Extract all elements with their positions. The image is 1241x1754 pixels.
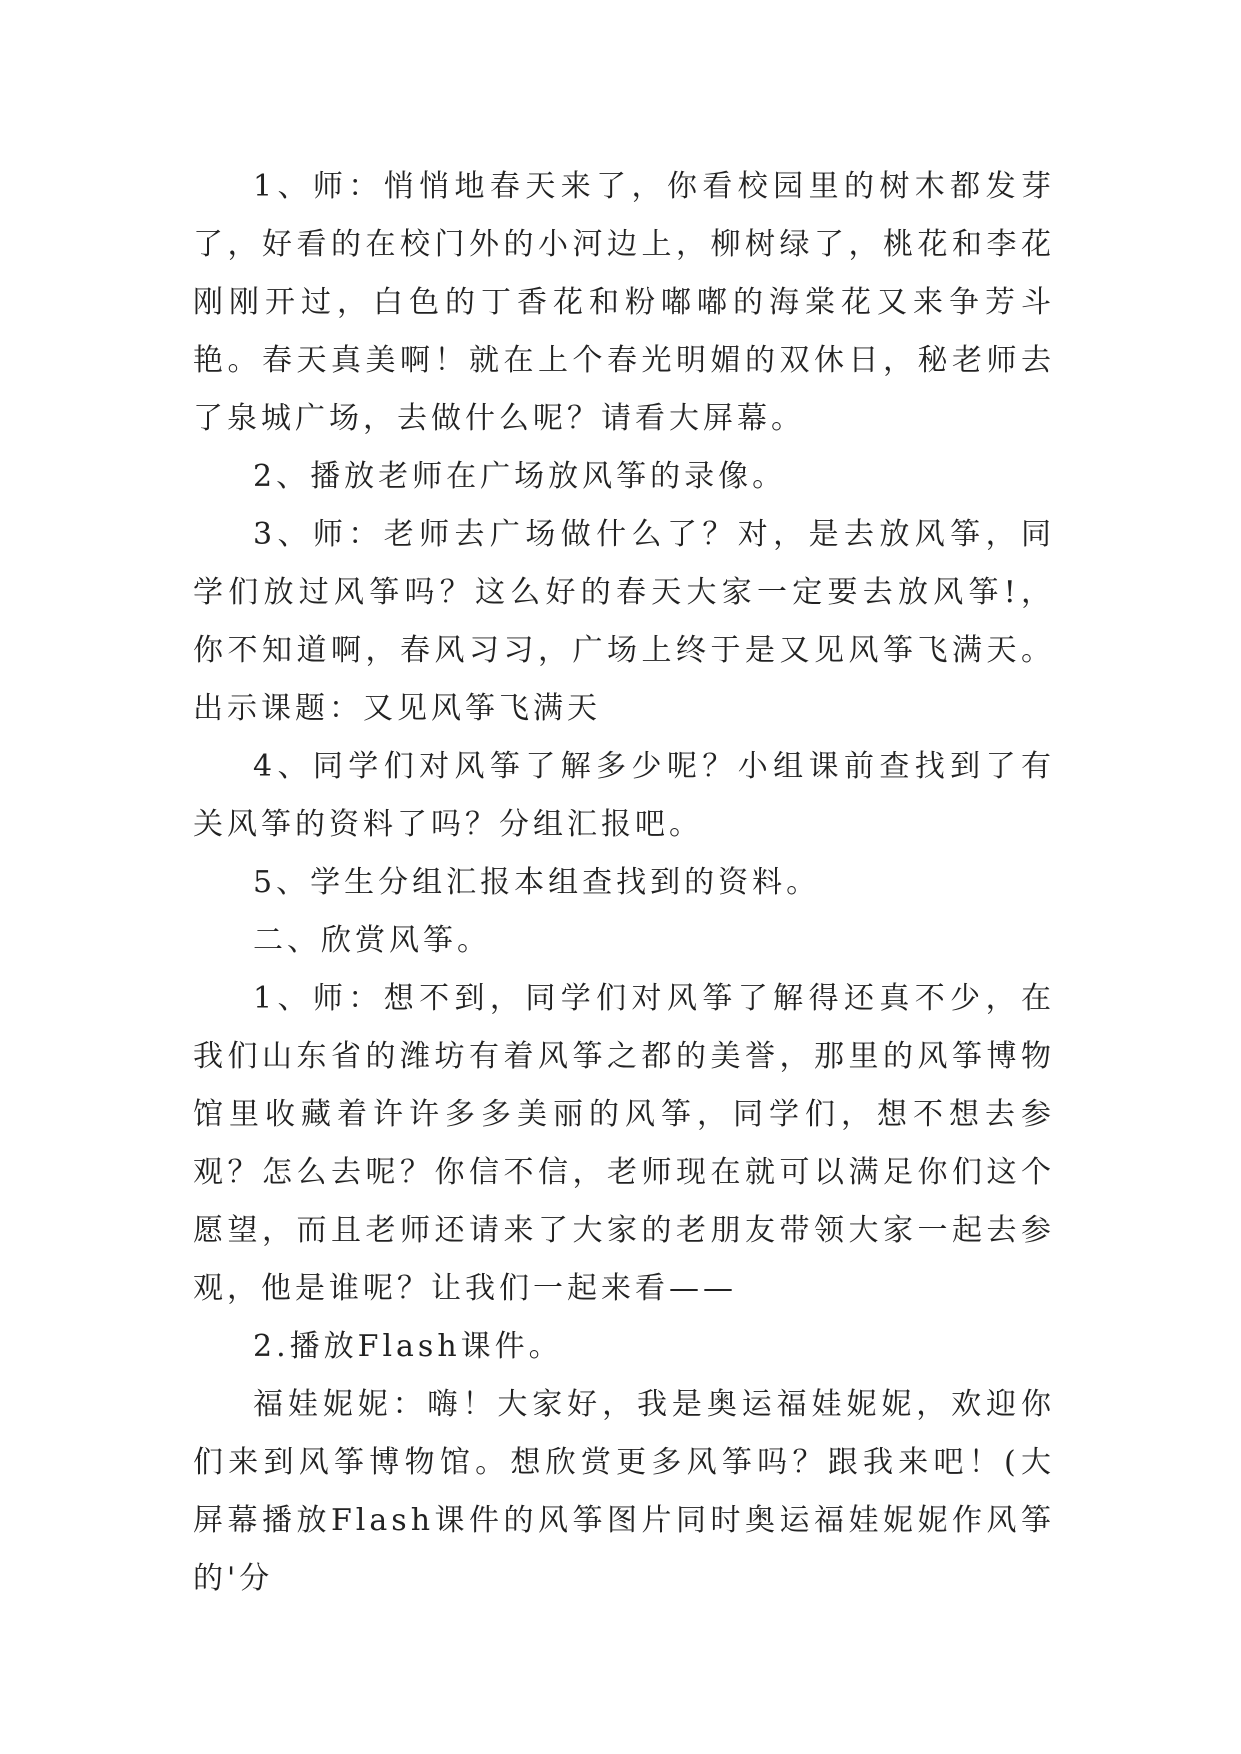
paragraph-3: 3、师：老师去广场做什么了？对，是去放风筝，同学们放过风筝吗？这么好的春天大家一定要去放风筝!，你不知道啊，春风习习，广场上终于是又见风筝飞满天。出示课题：又见风筝飞满天 (193, 517, 1055, 726)
paragraph-1: 1、师：悄悄地春天来了，你看校园里的树木都发芽了，好看的在校门外的小河边上，柳树绿了，桃花和李花刚刚开过，白色的丁香花和粉嘟嘟的海棠花又来争芳斗艳。春天真美啊！就在上个春光明媚的双休日，秘老师去了泉城广场，去做什么呢？请看大屏幕。 (193, 169, 1055, 436)
paragraph-2: 2、播放老师在广场放风筝的录像。 (253, 459, 787, 494)
paragraph-5: 5、学生分组汇报本组查找到的资料。 (253, 865, 821, 900)
section-heading: 二、欣赏风筝。 (253, 923, 491, 958)
paragraph-7: 2.播放Flash课件。 (253, 1329, 563, 1364)
paragraph-4: 4、同学们对风筝了解多少呢？小组课前查找到了有关风筝的资料了吗？分组汇报吧。 (193, 749, 1055, 842)
document-body (193, 158, 1055, 1608)
paragraph-6: 1、师：想不到，同学们对风筝了解得还真不少，在我们山东省的潍坊有着风筝之都的美誉，那里的风筝博物馆里收藏着许许多多美丽的风筝，同学们，想不想去参观？怎么去呢？你信不信，老师现在就可以满足你们这个愿望，而且老师还请来了大家的老朋友带领大家一起去参观，他是谁呢？让我们一起来看—— (193, 981, 1055, 1306)
paragraph-8: 福娃妮妮：嗨！大家好，我是奥运福娃妮妮，欢迎你们来到风筝博物馆。想欣赏更多风筝吗？跟我来吧！(大屏幕播放Flash课件的风筝图片同时奥运福娃妮妮作风筝的'分 (193, 1387, 1055, 1596)
